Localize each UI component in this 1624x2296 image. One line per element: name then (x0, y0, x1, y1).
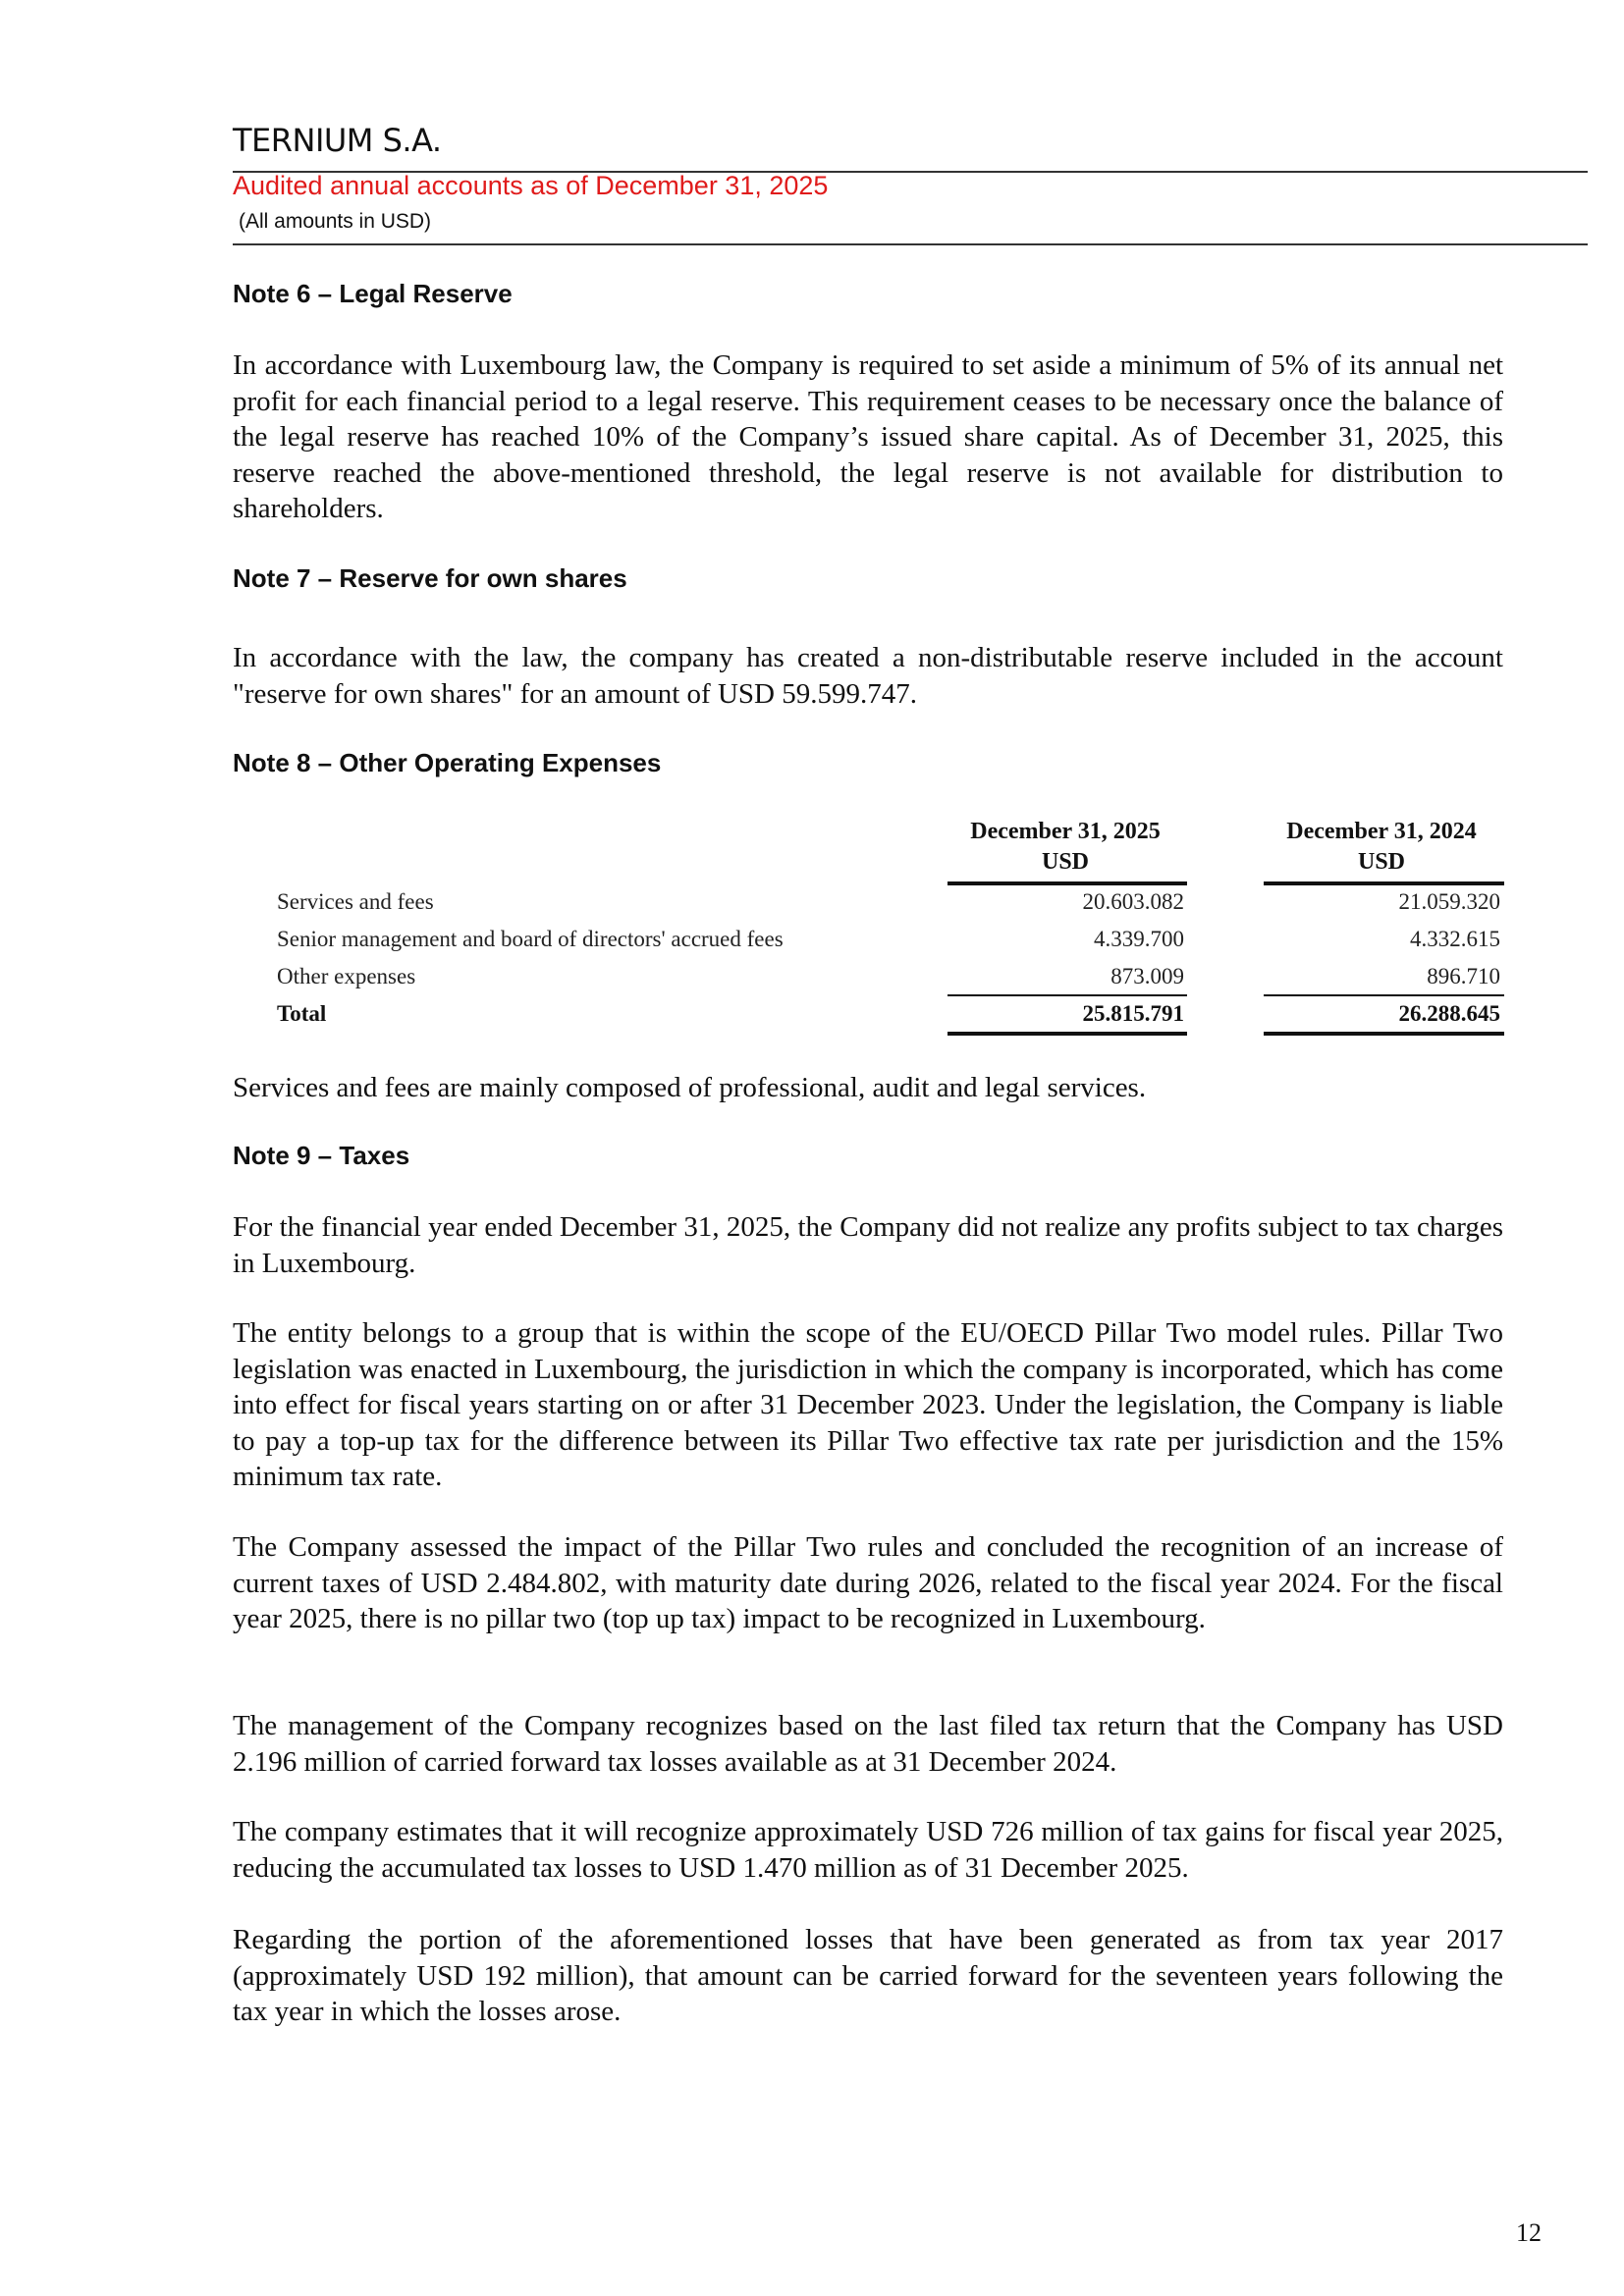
note9-paragraph-1: For the financial year ended December 31, 2025, the Company did not realize any profits subject to tax charges in Luxembourg. (233, 1211, 1503, 1279)
total-label: Total (277, 1001, 327, 1026)
total-value-2025: 25.815.791 (1082, 1001, 1184, 1026)
document-subtitle: Audited annual accounts as of December 31, 2025 (233, 171, 829, 200)
row-value-2025: 873.009 (1110, 964, 1184, 988)
total-value-2024: 26.288.645 (1398, 1001, 1500, 1026)
note6-title: Note 6 – Legal Reserve (233, 279, 513, 308)
note8-title: Note 8 – Other Operating Expenses (233, 748, 662, 777)
row-value-2025: 20.603.082 (1082, 889, 1184, 914)
note9-paragraph-6: Regarding the portion of the aforementioned losses that have been generated as from tax year 2017 (approximately USD 192 million), that amount can be carried forward for the seventeen years following the tax year in which the losses arose. (233, 1924, 1503, 2027)
note9-paragraph-3: The Company assessed the impact of the Pillar Two rules and concluded the recognition of an increase of current taxes of USD 2.484.802, with maturity date during 2026, related to the fiscal year 2024. For the fiscal year 2025, there is no pillar two (top up tax) impact to be recognized in Luxembourg. (233, 1531, 1503, 1634)
page-number: 12 (1516, 2218, 1542, 2247)
row-label: Other expenses (277, 964, 416, 988)
col-2025-date: December 31, 2025 (970, 819, 1161, 844)
amounts-unit-note: (All amounts in USD) (239, 210, 432, 233)
row-value-2024: 4.332.615 (1410, 927, 1500, 951)
col-2024-unit: USD (1357, 849, 1405, 875)
subtotal-rule-2024 (1264, 994, 1504, 996)
table-col-header-2025 (943, 817, 1188, 878)
note9-paragraph-2: The entity belongs to a group that is within the scope of the EU/OECD Pillar Two model rules. Pillar Two legislation was enacted in Luxembourg, the jurisdiction in which the company is incorporated, which has come into effect for fiscal years starting on or after 31 December 2023. Under the legislation, the Company is liable to pay a top-up tax for the difference between its Pillar Two effective tax rate per jurisdiction and the 15% minimum tax rate. (233, 1317, 1503, 1492)
row-value-2025: 4.339.700 (1094, 927, 1184, 951)
header-divider-bottom (233, 243, 1588, 245)
note7-title: Note 7 – Reserve for own shares (233, 563, 627, 593)
note9-paragraph-4: The management of the Company recognizes based on the last filed tax return that the Company has USD 2.196 million of carried forward tax losses available as at 31 December 2024. (233, 1710, 1503, 1778)
note9-title: Note 9 – Taxes (233, 1141, 410, 1170)
header-rule-2025 (947, 881, 1187, 885)
note6-text: In accordance with Luxembourg law, the Company is required to set aside a minimum of 5% of its annual net profit for each financial period to a legal reserve. This requirement ceases to be necessary once the balance of the legal reserve has reached 10% of the Company’s issued share capital. As of December 31, 2025, this reserve reached the above-mentioned threshold, the legal reserve is not available for distribution to shareholders. (233, 349, 1503, 524)
note8-footnote: Services and fees are mainly composed of professional, audit and legal services. (233, 1072, 1147, 1103)
note7-text: In accordance with the law, the company has created a non-distributable reserve included in the account "reserve for own shares" for an amount of USD 59.599.747. (233, 642, 1503, 710)
header-rule-2024 (1264, 881, 1504, 885)
row-value-2024: 21.059.320 (1398, 889, 1500, 914)
note9-paragraph-5: The company estimates that it will recognize approximately USD 726 million of tax gains for fiscal year 2025, reducing the accumulated tax losses to USD 1.470 million as of 31 December 2025. (233, 1816, 1503, 1884)
row-value-2024: 896.710 (1427, 964, 1500, 988)
row-label: Senior management and board of directors' accrued fees (277, 927, 784, 951)
col-2025-unit: USD (1041, 849, 1089, 875)
company-name: TERNIUM S.A. (233, 122, 442, 159)
total-rule-2024 (1264, 1032, 1504, 1036)
total-rule-2025 (947, 1032, 1187, 1036)
row-label: Services and fees (277, 889, 434, 914)
table-col-header-2024 (1259, 817, 1504, 878)
subtotal-rule-2025 (947, 994, 1187, 996)
col-2024-date: December 31, 2024 (1286, 819, 1477, 844)
